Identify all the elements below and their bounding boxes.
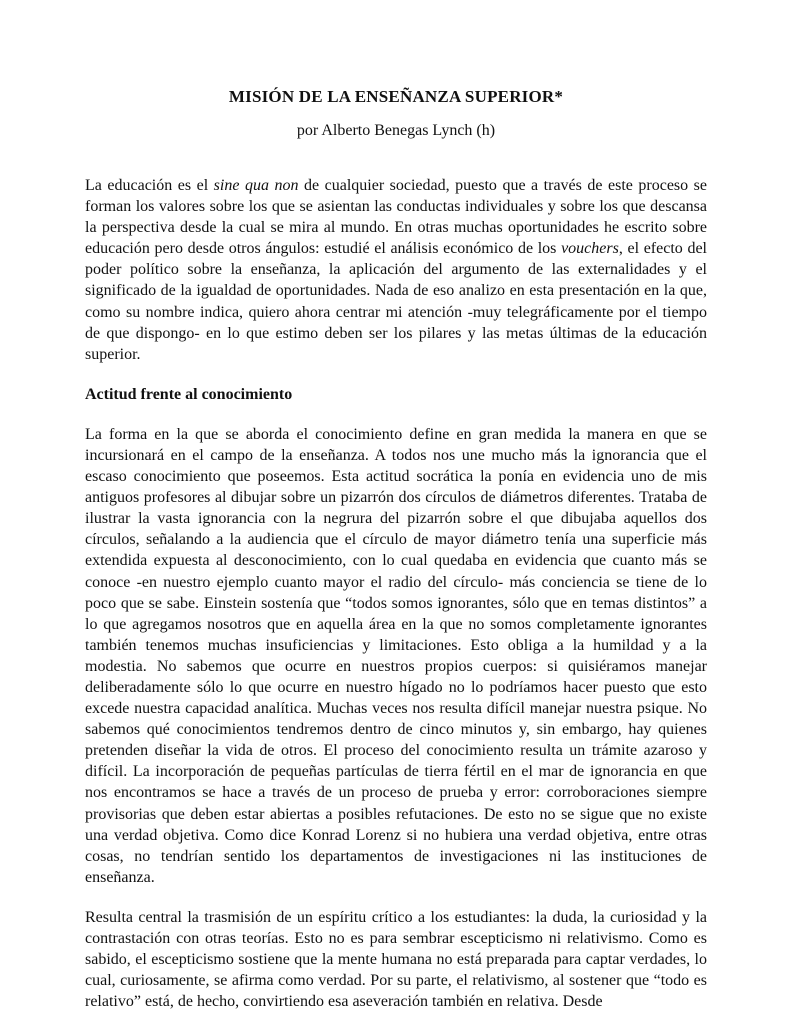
text-run: La educación es el	[85, 177, 214, 194]
text-run: Resulta central la trasmisión de un espíritu crítico a los estudiantes: la duda, la curiosidad y la contrastación con otras teorías. Esto no es para sembrar escepticismo ni relativismo. Como es sabido, el escepticismo sostiene que la mente humana no está preparada para captar verdades, lo cual, curiosamente, se afirma como verdad. Por su parte, el relativismo, al sostener que “todo es relativo” está, de hecho, convirtiendo esa aseveración también en relativa. Desde	[85, 908, 707, 1011]
text-run: , el efecto del poder político sobre la enseñanza, la aplicación del argumento de las externalidades y el significado de la igualdad de oportunidades. Nada de eso analizo en esta presentación en la que, como su nombre indica, quiero ahora centrar mi atención -muy telegráficamente por el tiempo de que dispongo- en lo que estimo deben ser los pilares y las metas últimas de la educación superior.	[85, 240, 707, 363]
italic-text-run: vouchers	[561, 240, 619, 258]
document-byline: por Alberto Benegas Lynch (h)	[296, 122, 496, 139]
italic-text-run: sine qua non	[213, 177, 299, 194]
text-run: La forma en la que se aborda el conocimiento define en gran medida la manera en que se incursionará en el campo de la enseñanza. A todos nos une mucho más la ignorancia que el escaso conocimiento que poseemos. Esta actitud socrática la ponía en evidencia uno de mis antiguos profesores al dibujar sobre un pizarrón dos círculos de diámetros diferentes. Trataba de ilustrar la vasta ignorancia con la negrura del pizarrón sobre el que dibujaba aquellos dos círculos, señalando a la audiencia que el círculo de mayor diámetro tenía una superficie más extendida expuesta al desconocimiento, con lo cual quedaba en evidencia que cuanto más se conoce -en nuestro ejemplo cuanto mayor el radio del círculo- más conciencia se tiene de lo poco que se sabe. Einstein sostenía que “todos somos ignorantes, sólo que en temas distintos” a lo que agregamos nosotros que en aquella área en la que no somos completamente ignorantes también tenemos muchas insuficiencias y limitaciones. Esto obliga a la humildad y a la modestia. No sabemos que ocurre en nuestros propios cuerpos: si quisiéramos manejar deliberadamente sólo lo que ocurre en nuestro hígado no lo podríamos hacer puesto que esto excede nuestra capacidad analítica. Muchas veces nos resulta difícil manejar nuestra psique. No sabemos qué conocimientos tendremos dentro de cinco minutos y, sin embargo, hay quienes pretenden diseñar la vida de otros. El proceso del conocimiento resulta un trámite azaroso y difícil. La incorporación de pequeñas partículas de tierra fértil en el mar de ignorancia en que nos encontramos se hace a través de un proceso de prueba y error: corroboraciones siempre provisorias que deben estar abiertas a posibles refutaciones. De esto no se sigue que no existe una verdad objetiva. Como dice Konrad Lorenz si no hubiera una verdad objetiva, entre otras cosas, no tendrían sentido los departamentos de investigaciones ni las instituciones de enseñanza.	[85, 425, 707, 886]
text-run: de cualquier sociedad, puesto que a través de este proceso se forman los valores sobre los que se asientan las conductas individuales y sobre los que descansa la perspectiva desde la cual se mira al mundo. En otras muchas oportunidades he escrito sobre educación pero desde otros ángulos: estudié el análisis económico de los	[85, 177, 707, 258]
document-title: MISIÓN DE LA ENSEÑANZA SUPERIOR*	[228, 87, 564, 106]
document-content	[85, 175, 707, 1012]
section-heading: Actitud frente al conocimiento	[85, 385, 293, 403]
paragraph	[85, 175, 707, 365]
paragraph	[85, 424, 707, 888]
paragraph	[85, 907, 707, 1012]
